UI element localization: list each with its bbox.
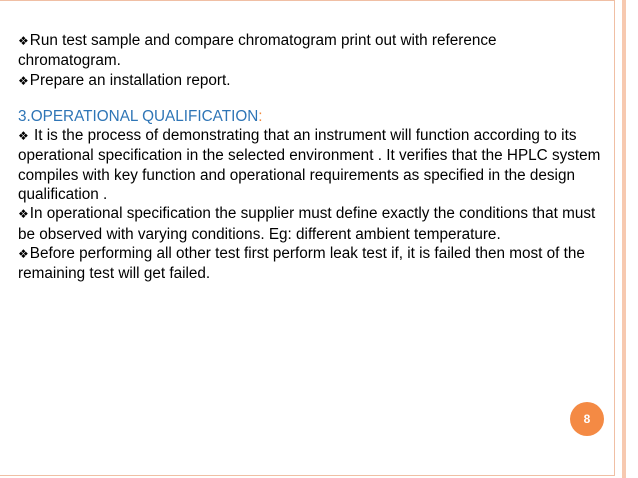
section-heading-text: 3.OPERATIONAL QUALIFICATION — [18, 107, 259, 125]
section-heading — [18, 107, 603, 126]
bullet-oq-definition: ❖ It is the process of demonstrating that an instrument will function according to its operational specification in the selected environment . It verifies that the HPLC system compiles with key function and operational requirements as specified in the design qualification . — [18, 126, 603, 204]
bullet-installation-report: ❖ Prepare an installation report. — [18, 71, 603, 91]
slide-content — [18, 31, 603, 284]
slide-right-band — [622, 0, 626, 478]
bullet-leak-test: ❖ Before performing all other test first perform leak test if, it is failed then most of the remaining test will get failed. — [18, 244, 603, 284]
page-number-badge: 8 — [570, 402, 604, 436]
section-heading-colon: : — [258, 107, 263, 125]
bullet-operational-specification: ❖ In operational specification the supplier must define exactly the conditions that must be observed with varying conditions. Eg: different ambient temperature. — [18, 204, 603, 244]
bullet-run-test: ❖ Run test sample and compare chromatogram print out with reference chromatogram. — [18, 31, 603, 71]
